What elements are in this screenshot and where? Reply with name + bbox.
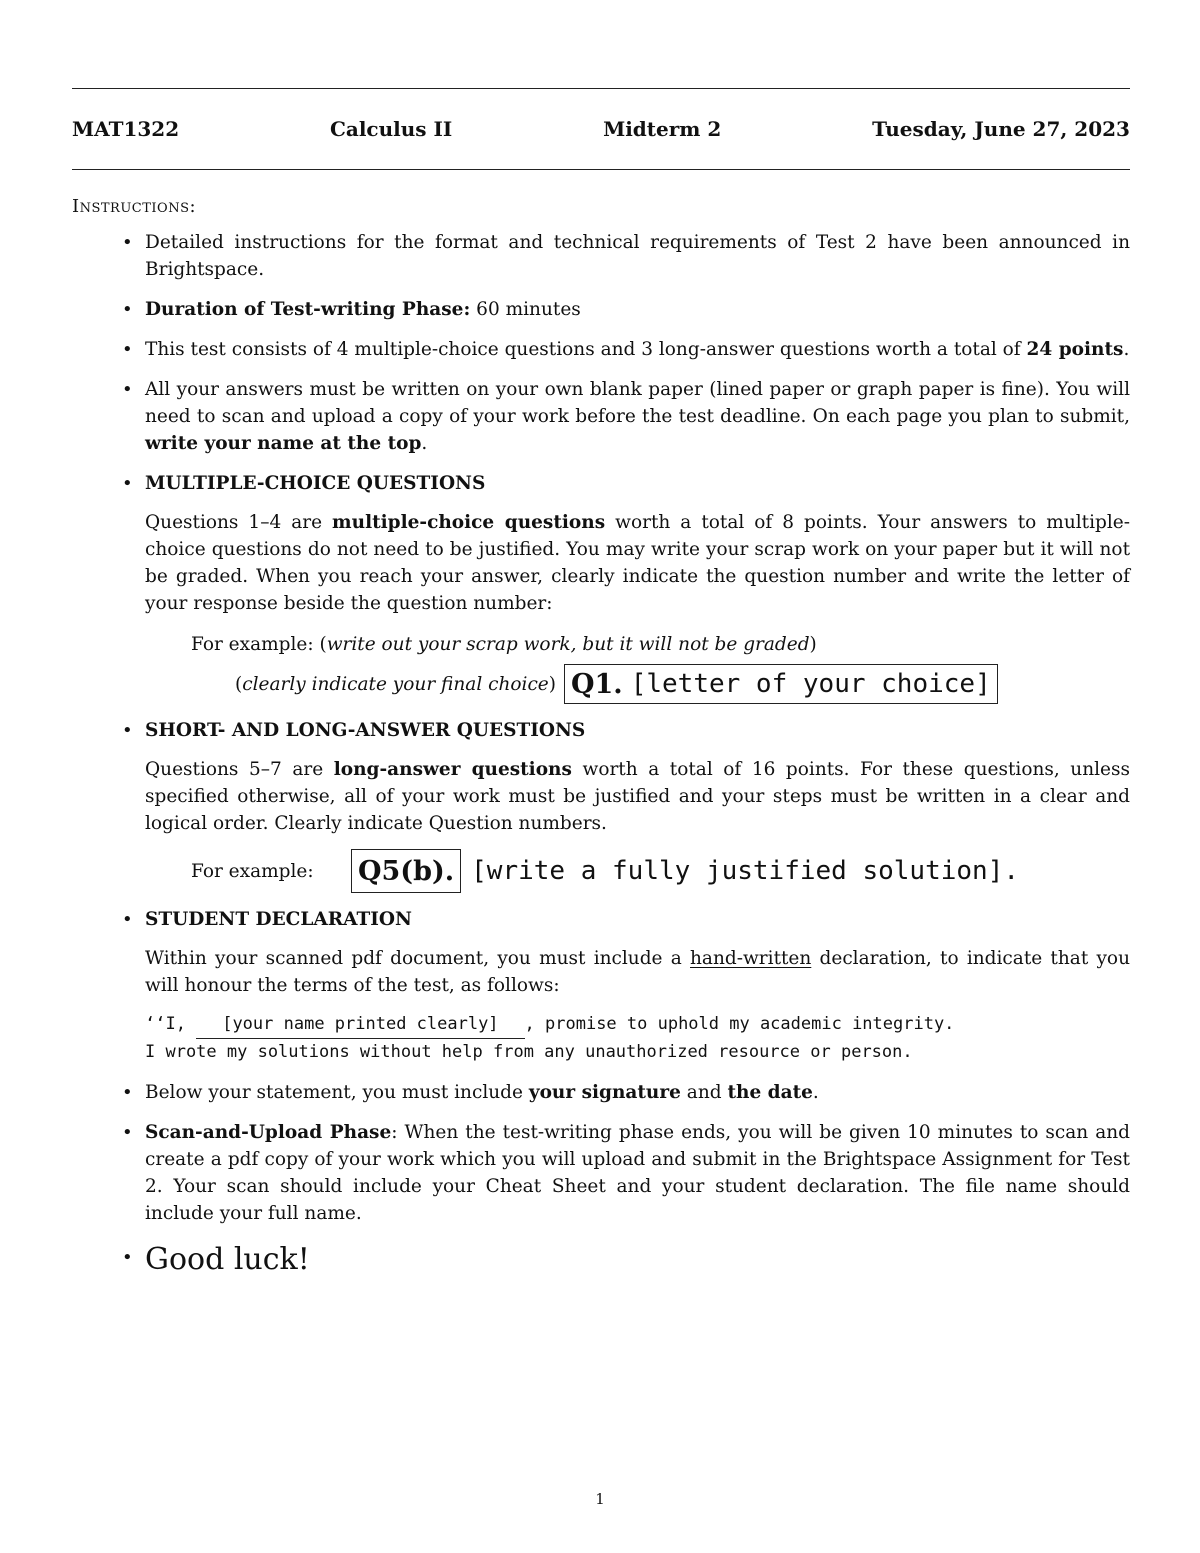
exam-header (72, 89, 1130, 169)
instruction-item: • Detailed instructions for the format and technical requirements of Test 2 have been announced in Brightspace. (72, 229, 1130, 283)
mc-heading: • MULTIPLE-CHOICE QUESTIONS (145, 473, 486, 494)
course-code: MAT1322 (72, 117, 180, 141)
page-number: 1 (595, 1490, 605, 1508)
la-section (72, 717, 1130, 893)
mc-example-final: ( clearly indicate your final choice ) Q1. [letter of your choice] (145, 664, 1130, 704)
declaration-paragraph: Within your scanned pdf document, you must include a hand-written declaration, to indicate that you will honour the terms of the test, as follows: (145, 948, 1130, 996)
instruction-item: • Duration of Test-writing Phase: 60 minutes (72, 296, 1130, 323)
instruction-item: • Below your statement, you must include your signature and the date. (72, 1079, 1130, 1106)
instructions-list (72, 229, 1130, 1280)
mc-answer-box: Q1. [letter of your choice] (564, 664, 998, 704)
la-answer-box: Q5(b). (351, 849, 461, 893)
name-blank: [your name printed clearly] (196, 1011, 524, 1039)
course-title: Calculus II (329, 117, 453, 141)
instruction-item: • Scan-and-Upload Phase: When the test-writing phase ends, you will be given 10 minutes to scan and create a pdf copy of your work which you will upload and submit in the Brightspace Assignment for Test 2. Your scan should include your Cheat Sheet and your student declaration. The file name should include your full name. (72, 1119, 1130, 1227)
declaration-heading: • STUDENT DECLARATION (145, 909, 412, 930)
exam-page (72, 88, 1130, 1293)
mc-paragraph: Questions 1–4 are multiple-choice questions worth a total of 8 points. Your answers to multiple-choice questions do not need to be justified. You may write your scrap work on your paper but it will not be graded. When you reach your answer, clearly indicate the question number and write the letter of your response beside the question number: (145, 512, 1130, 614)
bottom-rule (72, 169, 1130, 170)
good-luck-item: • Good luck! (72, 1240, 1130, 1280)
instruction-item: • All your answers must be written on your own blank paper (lined paper or graph paper is fine). You will need to scan and upload a copy of your work before the test deadline. On each page you plan to submit, write your name at the top. (72, 376, 1130, 457)
mc-section (72, 470, 1130, 704)
la-heading: • SHORT- AND LONG-ANSWER QUESTIONS (145, 720, 586, 741)
exam-name: Midterm 2 (603, 117, 722, 141)
la-example: For example: Q5(b). [write a fully justified solution]. (145, 849, 1130, 893)
exam-date: Tuesday, June 27, 2023 (872, 117, 1130, 141)
instructions-heading: Instructions: (72, 196, 197, 217)
instruction-item: • This test consists of 4 multiple-choice questions and 3 long-answer questions worth a total of 24 points. (72, 336, 1130, 363)
mc-example-scrap: For example: (write out your scrap work, but it will not be graded) (191, 634, 817, 655)
declaration-text: ‘‘I, [your name printed clearly] , promise to uphold my academic integrity. I wrote my solutions without help from any unauthorized resource or person. (145, 1011, 1130, 1066)
declaration-section (72, 906, 1130, 1066)
la-paragraph: Questions 5–7 are long-answer questions worth a total of 16 points. For these questions, unless specified otherwise, all of your work must be justified and your steps must be written in a clear and logical order. Clearly indicate Question numbers. (145, 759, 1130, 834)
